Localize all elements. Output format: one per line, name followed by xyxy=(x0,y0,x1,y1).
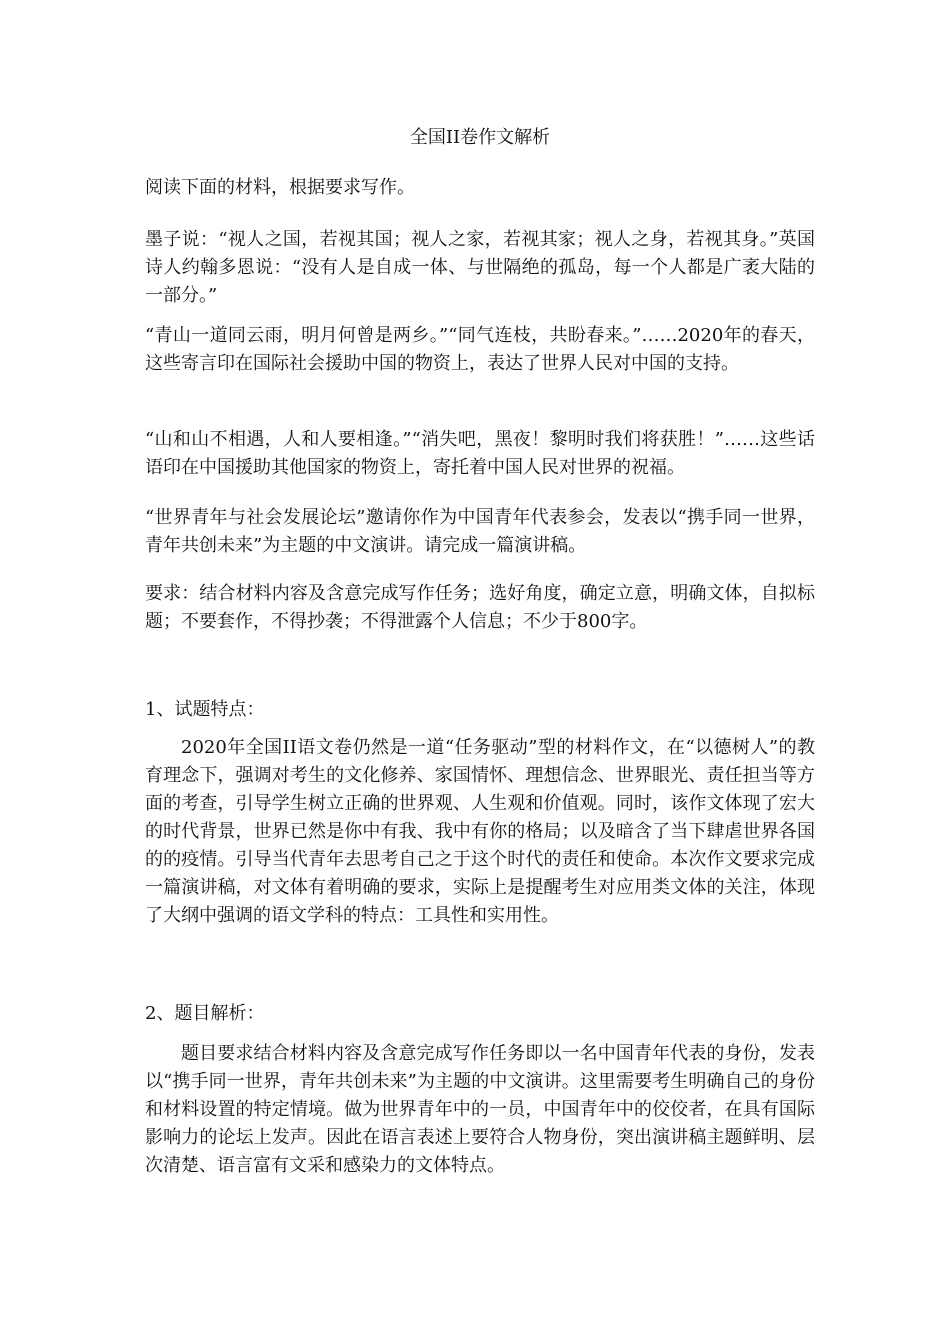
task-paragraph: “世界青年与社会发展论坛”邀请你作为中国青年代表参会，发表以“携手同一世界，青年共创未来”为主题的中文演讲。请完成一篇演讲稿。 xyxy=(145,507,815,556)
intro-paragraph: 阅读下面的材料，根据要求写作。 xyxy=(145,177,415,198)
section-1-body: 2020年全国II语文卷仍然是一道“任务驱动”型的材料作文，在“以德树人”的教育理念下，强调对考生的文化修养、家国情怀、理想信念、世界眼光、责任担当等方面的考查，引导学生树立正确的世界观、人生观和价值观。同时，该作文体现了宏大的时代背景，世界已然是你中有我、我中有你的格局；以及暗含了当下肆虐世界各国的的疫情。引导当代青年去思考自己之于这个时代的责任和使命。本次作文要求完成一篇演讲稿，对文体有着明确的要求，实际上是提醒考生对应用类文体的关注，体现了大纲中强调的语文学科的特点：工具性和实用性。 xyxy=(145,737,815,926)
requirements-paragraph: 要求：结合材料内容及含意完成写作任务；选好角度，确定立意，明确文体，自拟标题；不要套作，不得抄袭；不得泄露个人信息；不少于800字。 xyxy=(145,583,815,632)
section-2-body: 题目要求结合材料内容及含意完成写作任务即以一名中国青年代表的身份，发表以“携手同一世界，青年共创未来”为主题的中文演讲。这里需要考生明确自己的身份和材料设置的特定情境。做为世界青年中的一员，中国青年中的佼佼者，在具有国际影响力的论坛上发声。因此在语言表述上要符合人物身份，突出演讲稿主题鲜明、层次清楚、语言富有文采和感染力的文体特点。 xyxy=(145,1043,815,1176)
material-paragraph-2: “青山一道同云雨，明月何曾是两乡。”“同气连枝，共盼春来。”……2020年的春天，这些寄言印在国际社会援助中国的物资上，表达了世界人民对中国的支持。 xyxy=(145,325,815,374)
section-2-heading: 2、题目解析： xyxy=(145,1003,265,1024)
document-title: 全国II卷作文解析 xyxy=(409,127,551,148)
material-paragraph-1: 墨子说：“视人之国，若视其国；视人之家，若视其家；视人之身，若视其身。”英国诗人约翰多恩说：“没有人是自成一体、与世隔绝的孤岛，每一个人都是广袤大陆的一部分。” xyxy=(145,229,815,306)
material-paragraph-3: “山和山不相遇，人和人要相逢。”“消失吧，黑夜！黎明时我们将获胜！”……这些话语印在中国援助其他国家的物资上，寄托着中国人民对世界的祝福。 xyxy=(145,429,815,478)
section-1-heading: 1、试题特点： xyxy=(145,699,265,720)
